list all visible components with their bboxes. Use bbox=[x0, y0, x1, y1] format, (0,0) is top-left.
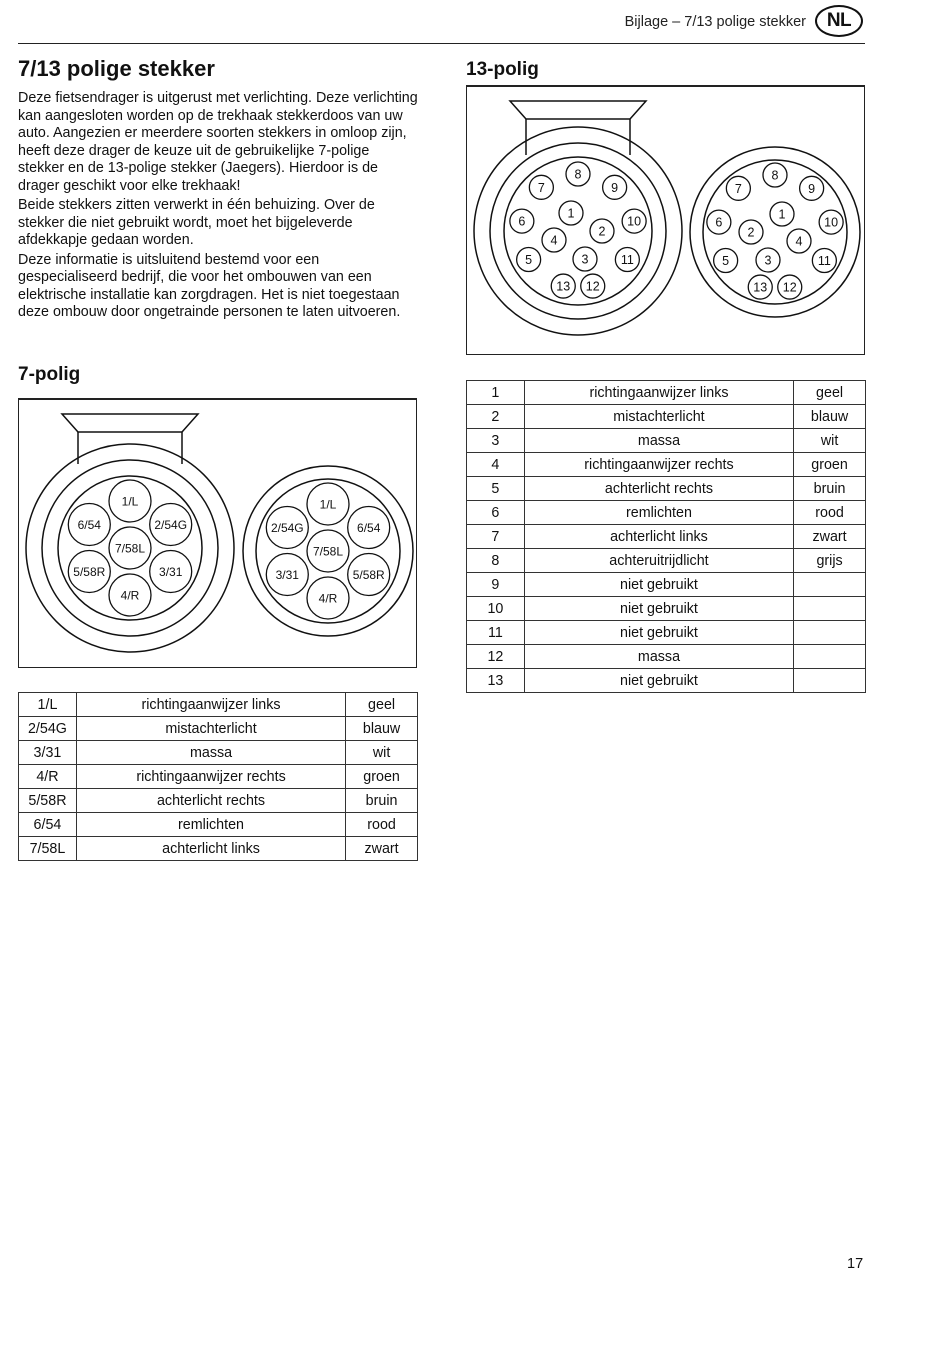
pin-label: 1/L bbox=[121, 494, 139, 509]
pin-cell: 6/54 bbox=[19, 813, 77, 837]
table-row bbox=[467, 477, 866, 501]
page-number: 17 bbox=[847, 1256, 864, 1272]
table-row bbox=[19, 693, 418, 717]
pin-label: 2 bbox=[747, 225, 755, 240]
pin-label: 5 bbox=[722, 254, 730, 268]
table-row bbox=[19, 813, 418, 837]
intro-paragraph: Deze informatie is uitsluitend bestemd voor een gespecialiseerd bedrijf, die voor het ombouwen van een elektrische installatie kan zorgdragen. Het is niet toegestaan deze ombouw door ongetrainde personen te laten uitvoeren. bbox=[18, 251, 401, 320]
pin-label: 6/54 bbox=[357, 520, 381, 535]
table-row bbox=[467, 429, 866, 453]
table-row bbox=[467, 597, 866, 621]
pin-label: 7 bbox=[537, 180, 545, 195]
pin-label: 4/R bbox=[318, 591, 338, 606]
language-badge: NL bbox=[815, 5, 863, 37]
function-cell: mistachterlicht bbox=[76, 717, 345, 741]
pin-label: 13 bbox=[556, 279, 571, 294]
page-title: 7/13 polige stekker bbox=[18, 56, 215, 81]
function-cell: massa bbox=[524, 429, 793, 453]
color-cell: blauw bbox=[794, 405, 866, 429]
color-cell bbox=[794, 645, 866, 669]
pin-cell: 9 bbox=[467, 573, 525, 597]
table-row bbox=[19, 741, 418, 765]
pin-label: 5/58R bbox=[352, 567, 385, 582]
pin-label: 2/54G bbox=[270, 520, 304, 535]
function-cell: richtingaanwijzer rechts bbox=[524, 453, 793, 477]
function-cell: achterlicht rechts bbox=[524, 477, 793, 501]
function-cell: niet gebruikt bbox=[524, 597, 793, 621]
header-section-title: Bijlage – 7/13 polige stekker bbox=[624, 14, 806, 30]
pin-label: 3 bbox=[581, 252, 589, 267]
table-row bbox=[467, 405, 866, 429]
pin-label: 12 bbox=[585, 279, 600, 294]
pin-label: 6/54 bbox=[77, 517, 101, 532]
intro-paragraph: Deze fietsendrager is uitgerust met verlichting. Deze verlichting kan aangesloten worden op de trekhaak stekkerdoos van uw auto. Aangezien er meerdere soorten stekkers in omloop zijn, heeft deze drager de keuze uit de gebruikelijke 7-polige stekker en de 13-polige stekker (Jaegers). Hierdoor is de drager geschikt voor elke trekhaak! bbox=[18, 90, 418, 194]
pin-label: 7/58L bbox=[114, 541, 146, 556]
plug-diagram-13-pin bbox=[467, 87, 864, 353]
color-cell: zwart bbox=[794, 525, 866, 549]
color-cell bbox=[794, 669, 866, 693]
pin-cell: 5/58R bbox=[19, 789, 77, 813]
color-cell: grijs bbox=[794, 549, 866, 573]
color-cell bbox=[794, 621, 866, 645]
diagram-7-pin bbox=[18, 398, 417, 668]
color-cell bbox=[794, 573, 866, 597]
plug-cap bbox=[510, 101, 646, 119]
pin-cell: 12 bbox=[467, 645, 525, 669]
color-cell: bruin bbox=[346, 789, 418, 813]
pin-label: 2/54G bbox=[154, 517, 188, 532]
table-row bbox=[467, 501, 866, 525]
pin-cell: 8 bbox=[467, 549, 525, 573]
function-cell: niet gebruikt bbox=[524, 573, 793, 597]
color-cell bbox=[794, 597, 866, 621]
pin-label: 6 bbox=[518, 214, 526, 229]
function-cell: niet gebruikt bbox=[524, 621, 793, 645]
pin-cell: 7 bbox=[467, 525, 525, 549]
color-cell: geel bbox=[794, 381, 866, 405]
intro-text bbox=[18, 90, 418, 324]
pin-cell: 1 bbox=[467, 381, 525, 405]
table-row bbox=[467, 525, 866, 549]
pin-cell: 4 bbox=[467, 453, 525, 477]
heading-7-pin: 7-polig bbox=[18, 364, 81, 385]
function-cell: remlichten bbox=[524, 501, 793, 525]
color-cell: bruin bbox=[794, 477, 866, 501]
plug-diagram-7-pin bbox=[19, 400, 416, 666]
pin-cell: 6 bbox=[467, 501, 525, 525]
function-cell: achterlicht links bbox=[76, 837, 345, 861]
color-cell: geel bbox=[346, 693, 418, 717]
pin-label: 7/58L bbox=[312, 544, 344, 559]
function-cell: remlichten bbox=[76, 813, 345, 837]
header-divider bbox=[18, 43, 865, 44]
pin-label: 8 bbox=[574, 167, 582, 182]
function-cell: richtingaanwijzer links bbox=[524, 381, 793, 405]
pin-label: 4 bbox=[795, 234, 803, 249]
heading-13-pin: 13-polig bbox=[466, 59, 539, 80]
pin-cell: 5 bbox=[467, 477, 525, 501]
function-cell: richtingaanwijzer links bbox=[76, 693, 345, 717]
table-row bbox=[467, 381, 866, 405]
table-row bbox=[19, 765, 418, 789]
table-row bbox=[19, 717, 418, 741]
pin-label: 11 bbox=[817, 254, 831, 268]
pin-label: 12 bbox=[782, 280, 797, 295]
table-row bbox=[467, 453, 866, 477]
function-cell: massa bbox=[524, 645, 793, 669]
pin-label: 10 bbox=[824, 215, 839, 230]
table-row bbox=[19, 789, 418, 813]
function-cell: richtingaanwijzer rechts bbox=[76, 765, 345, 789]
pin-label: 3/31 bbox=[275, 567, 299, 582]
pin-label: 4 bbox=[550, 233, 558, 248]
plug-cap bbox=[62, 414, 198, 432]
pin-cell: 2 bbox=[467, 405, 525, 429]
table-row bbox=[467, 573, 866, 597]
pin-label: 13 bbox=[753, 280, 768, 295]
pin-label: 5 bbox=[525, 253, 533, 267]
function-cell: niet gebruikt bbox=[524, 669, 793, 693]
color-cell: rood bbox=[346, 813, 418, 837]
pin-label: 4/R bbox=[120, 588, 140, 603]
table-7-pin bbox=[18, 692, 418, 861]
color-cell: wit bbox=[346, 741, 418, 765]
color-cell: wit bbox=[794, 429, 866, 453]
table-row bbox=[467, 669, 866, 693]
table-row bbox=[467, 645, 866, 669]
pin-cell: 3 bbox=[467, 429, 525, 453]
pin-cell: 7/58L bbox=[19, 837, 77, 861]
color-cell: zwart bbox=[346, 837, 418, 861]
pin-cell: 10 bbox=[467, 597, 525, 621]
pin-cell: 3/31 bbox=[19, 741, 77, 765]
table-row bbox=[467, 549, 866, 573]
color-cell: blauw bbox=[346, 717, 418, 741]
pin-label: 2 bbox=[598, 224, 606, 239]
pin-cell: 13 bbox=[467, 669, 525, 693]
pin-cell: 1/L bbox=[19, 693, 77, 717]
diagram-13-pin bbox=[466, 85, 865, 355]
pin-cell: 4/R bbox=[19, 765, 77, 789]
pin-label: 9 bbox=[611, 180, 619, 195]
function-cell: mistachterlicht bbox=[524, 405, 793, 429]
pin-label: 11 bbox=[620, 253, 634, 267]
pin-label: 1 bbox=[778, 207, 786, 222]
pin-label: 9 bbox=[808, 181, 816, 196]
pin-label: 3/31 bbox=[159, 564, 183, 579]
pin-label: 1/L bbox=[319, 497, 337, 512]
function-cell: achterlicht rechts bbox=[76, 789, 345, 813]
pin-cell: 2/54G bbox=[19, 717, 77, 741]
color-cell: rood bbox=[794, 501, 866, 525]
pin-label: 8 bbox=[771, 168, 779, 183]
function-cell: achteruitrijdlicht bbox=[524, 549, 793, 573]
color-cell: groen bbox=[794, 453, 866, 477]
intro-paragraph: Beide stekkers zitten verwerkt in één behuizing. Over de stekker die niet gebruikt wordt, moet het bijgeleverde afdekkapje gedaan worden. bbox=[18, 197, 375, 248]
table-13-pin bbox=[466, 380, 866, 693]
pin-cell: 11 bbox=[467, 621, 525, 645]
pin-label: 6 bbox=[715, 215, 723, 230]
table-row bbox=[19, 837, 418, 861]
pin-label: 1 bbox=[567, 206, 575, 221]
socket-ring bbox=[474, 127, 682, 335]
pin-label: 7 bbox=[734, 181, 742, 196]
pin-label: 5/58R bbox=[73, 564, 106, 579]
color-cell: groen bbox=[346, 765, 418, 789]
function-cell: achterlicht links bbox=[524, 525, 793, 549]
function-cell: massa bbox=[76, 741, 345, 765]
table-row bbox=[467, 621, 866, 645]
pin-label: 10 bbox=[627, 214, 642, 229]
pin-label: 3 bbox=[764, 253, 772, 268]
